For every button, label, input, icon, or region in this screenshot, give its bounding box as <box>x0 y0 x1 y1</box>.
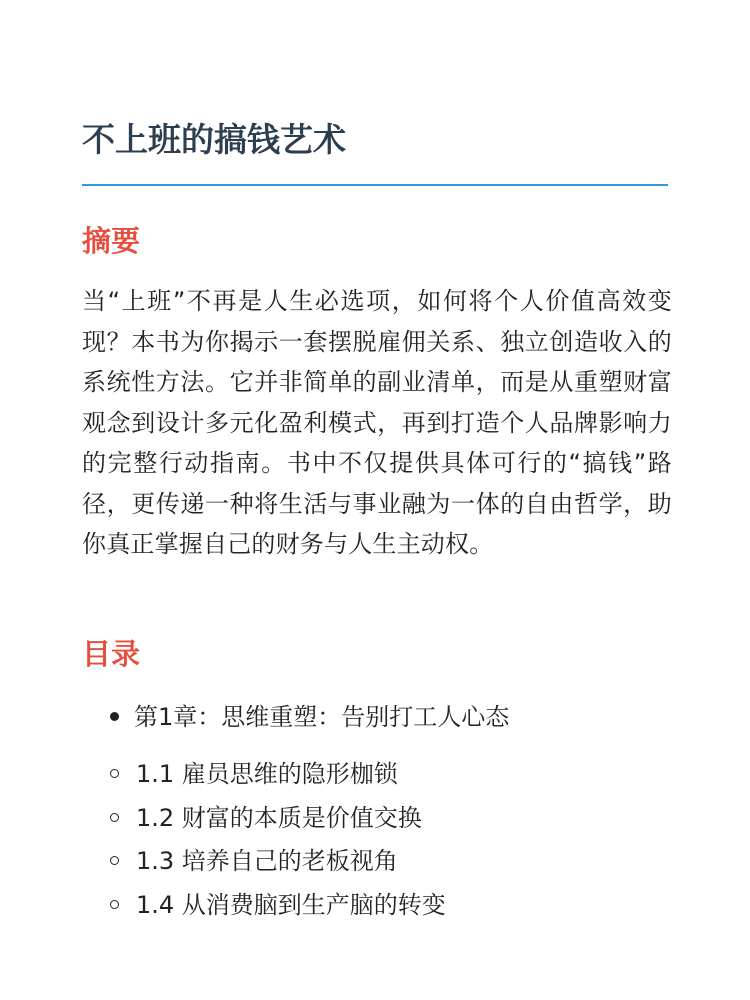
toc-section-item <box>82 840 672 884</box>
bullet-circle-icon <box>110 856 119 865</box>
toc-section-item <box>82 884 672 928</box>
toc-chapter-row <box>82 697 672 737</box>
toc-section-list <box>82 753 672 927</box>
abstract-heading: 摘要 <box>82 224 141 258</box>
bullet-disc-icon <box>110 712 119 721</box>
toc-section-label: 1.3 培养自己的老板视角 <box>136 847 398 875</box>
title-divider <box>82 184 668 186</box>
toc-section-label: 1.4 从消费脑到生产脑的转变 <box>136 890 446 919</box>
bullet-circle-icon <box>110 769 119 778</box>
toc-chapter-item <box>82 697 672 927</box>
toc-list <box>82 697 672 927</box>
abstract-paragraph: 当“上班”不再是人生必选项，如何将个人价值高效变现？本书为你揭示一套摆脱雇佣关系、独立创造收入的系统性方法。它并非简单的副业清单，而是从重塑财富观念到设计多元化盈利模式，再到打造个人品牌影响力的完整行动指南。书中不仅提供具体可行的“搞钱”路径，更传递一种将生活与事业融为一体的自由哲学，助你真正掌握自己的财务与人生主动权。 <box>82 287 672 558</box>
toc-section-item <box>82 797 672 841</box>
toc-heading: 目录 <box>82 637 141 671</box>
toc-section-label: 1.1 雇员思维的隐形枷锁 <box>136 760 398 788</box>
toc-chapter-label: 第1章：思维重塑：告别打工人心态 <box>134 703 510 731</box>
page-title: 不上班的搞钱艺术 <box>82 120 346 159</box>
toc-section-item <box>82 753 672 797</box>
bullet-circle-icon <box>110 813 119 822</box>
toc-section-label: 1.2 财富的本质是价值交换 <box>136 803 422 832</box>
bullet-circle-icon <box>110 900 119 909</box>
